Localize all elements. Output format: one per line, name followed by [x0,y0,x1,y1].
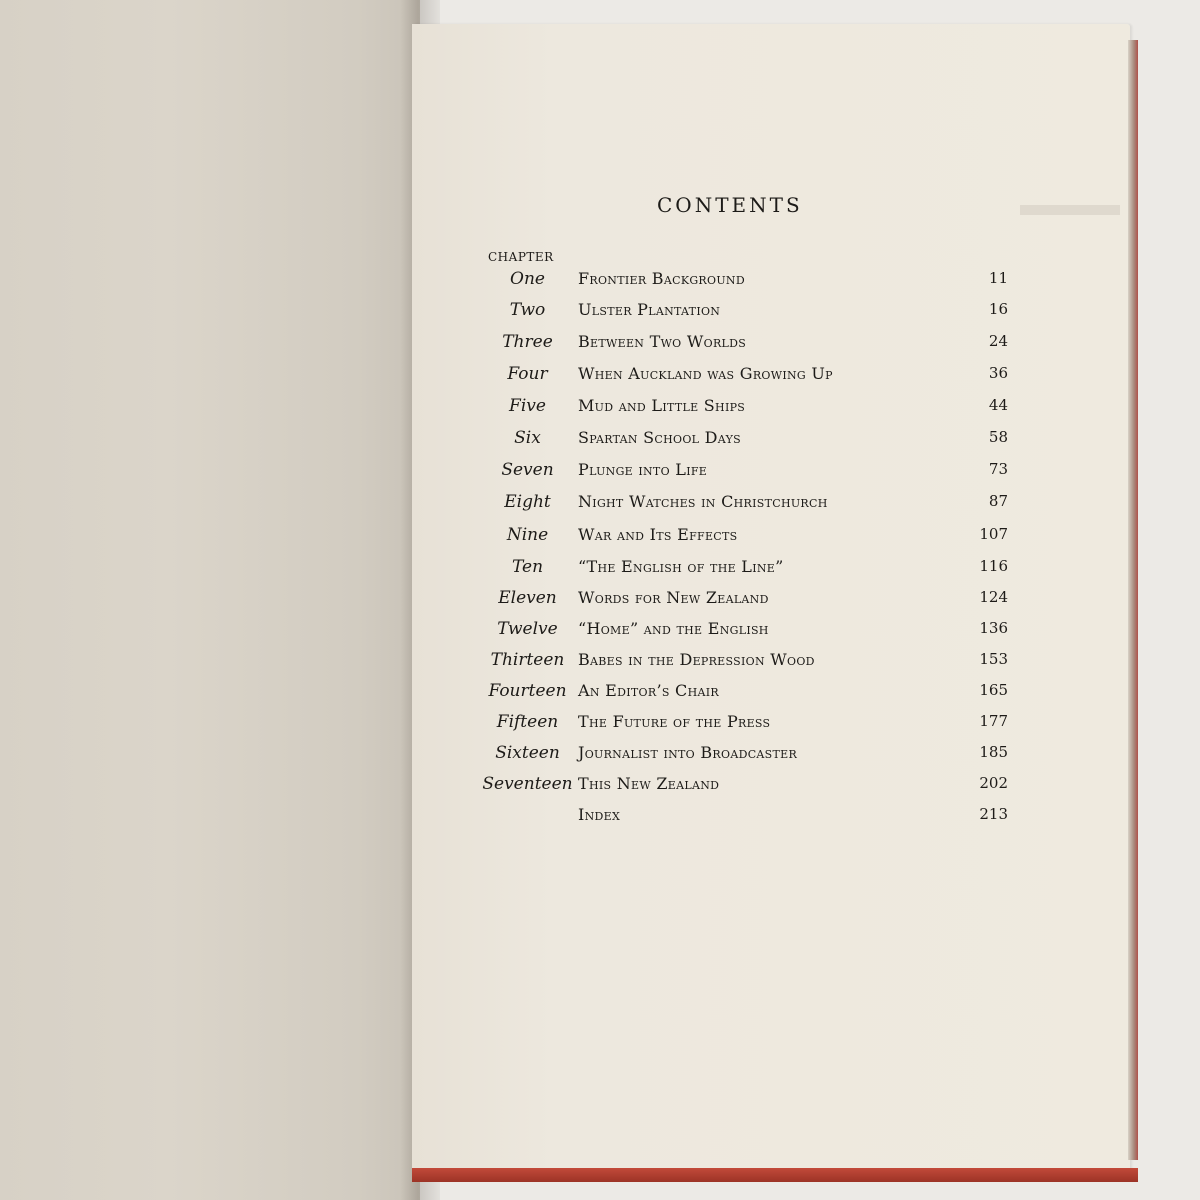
chapter-column-heading: CHAPTER [488,250,554,264]
chapter-title: Index [578,805,621,824]
chapter-title: Between Two Worlds [578,332,747,351]
chapter-number: Fifteen [496,712,559,732]
toc-entry [480,490,1010,516]
page-number: 136 [979,619,1008,637]
chapter-number: Six [514,428,541,448]
toc-entry [480,267,1010,293]
toc-entry [480,617,1010,643]
chapter-number: Eleven [498,588,557,608]
page-number: 36 [988,364,1008,382]
page-number: 87 [988,492,1008,510]
chapter-number: Two [509,300,546,320]
page-number: 44 [988,396,1008,414]
chapter-title: Night Watches in Christchurch [578,492,828,511]
page-number: 185 [979,743,1008,761]
page-number: 213 [979,805,1008,823]
toc-entry [480,523,1010,549]
chapter-title: Journalist into Broadcaster [578,743,798,762]
chapter-title: Babes in the Depression Wood [578,650,815,669]
page-number: 107 [979,525,1008,543]
chapter-number: One [510,269,545,289]
chapter-title: “The English of the Line” [578,557,784,576]
chapter-number: Fourteen [488,681,567,701]
toc-entry [480,298,1010,324]
toc-entry [480,586,1010,612]
toc-entry [480,394,1010,420]
chapter-number: Ten [511,557,544,577]
page-number: 202 [979,774,1008,792]
page-number: 124 [979,588,1008,606]
toc-entry [480,648,1010,674]
chapter-title: An Editor’s Chair [578,681,719,700]
toc-entry [480,710,1010,736]
left-page [0,0,420,1200]
chapter-title: “Home” and the English [578,619,769,638]
chapter-number: Sixteen [495,743,560,763]
chapter-title: Plunge into Life [578,460,708,479]
cover-edge [1128,40,1138,1160]
toc-entry [480,330,1010,356]
page-number: 116 [979,557,1008,575]
show-through-texture [1010,200,1120,220]
chapter-number: Three [502,332,553,352]
chapter-number: Eight [504,492,551,512]
chapter-number: Thirteen [490,650,565,670]
toc-entry [480,426,1010,452]
chapter-number: Seven [501,460,554,480]
toc-entry [480,458,1010,484]
toc-entry-index [480,803,1010,829]
chapter-number: Seventeen [482,774,573,794]
toc-entry [480,772,1010,798]
chapter-number: Four [507,364,548,384]
page-number: 165 [979,681,1008,699]
chapter-number: Nine [506,525,549,545]
cover-bottom-edge [412,1168,1138,1182]
chapter-title: Frontier Background [578,269,745,288]
chapter-title: The Future of the Press [578,712,771,731]
chapter-title: Spartan School Days [578,428,741,447]
chapter-title: This New Zealand [578,774,720,793]
toc-entry [480,679,1010,705]
chapter-number: Five [509,396,546,416]
chapter-title: When Auckland was Growing Up [578,364,833,383]
page-number: 177 [979,712,1008,730]
chapter-number: Twelve [497,619,558,639]
page-number: 153 [979,650,1008,668]
page-number: 16 [988,300,1008,318]
page-title: CONTENTS [657,193,803,217]
chapter-title: Words for New Zealand [578,588,769,607]
chapter-title: Mud and Little Ships [578,396,746,415]
page-number: 24 [988,332,1008,350]
toc-entry [480,362,1010,388]
page-number: 58 [988,428,1008,446]
toc-entry [480,741,1010,767]
toc-entry [480,555,1010,581]
chapter-title: Ulster Plantation [578,300,721,319]
chapter-title: War and Its Effects [578,525,738,544]
page-number: 11 [988,269,1008,287]
page-number: 73 [988,460,1008,478]
